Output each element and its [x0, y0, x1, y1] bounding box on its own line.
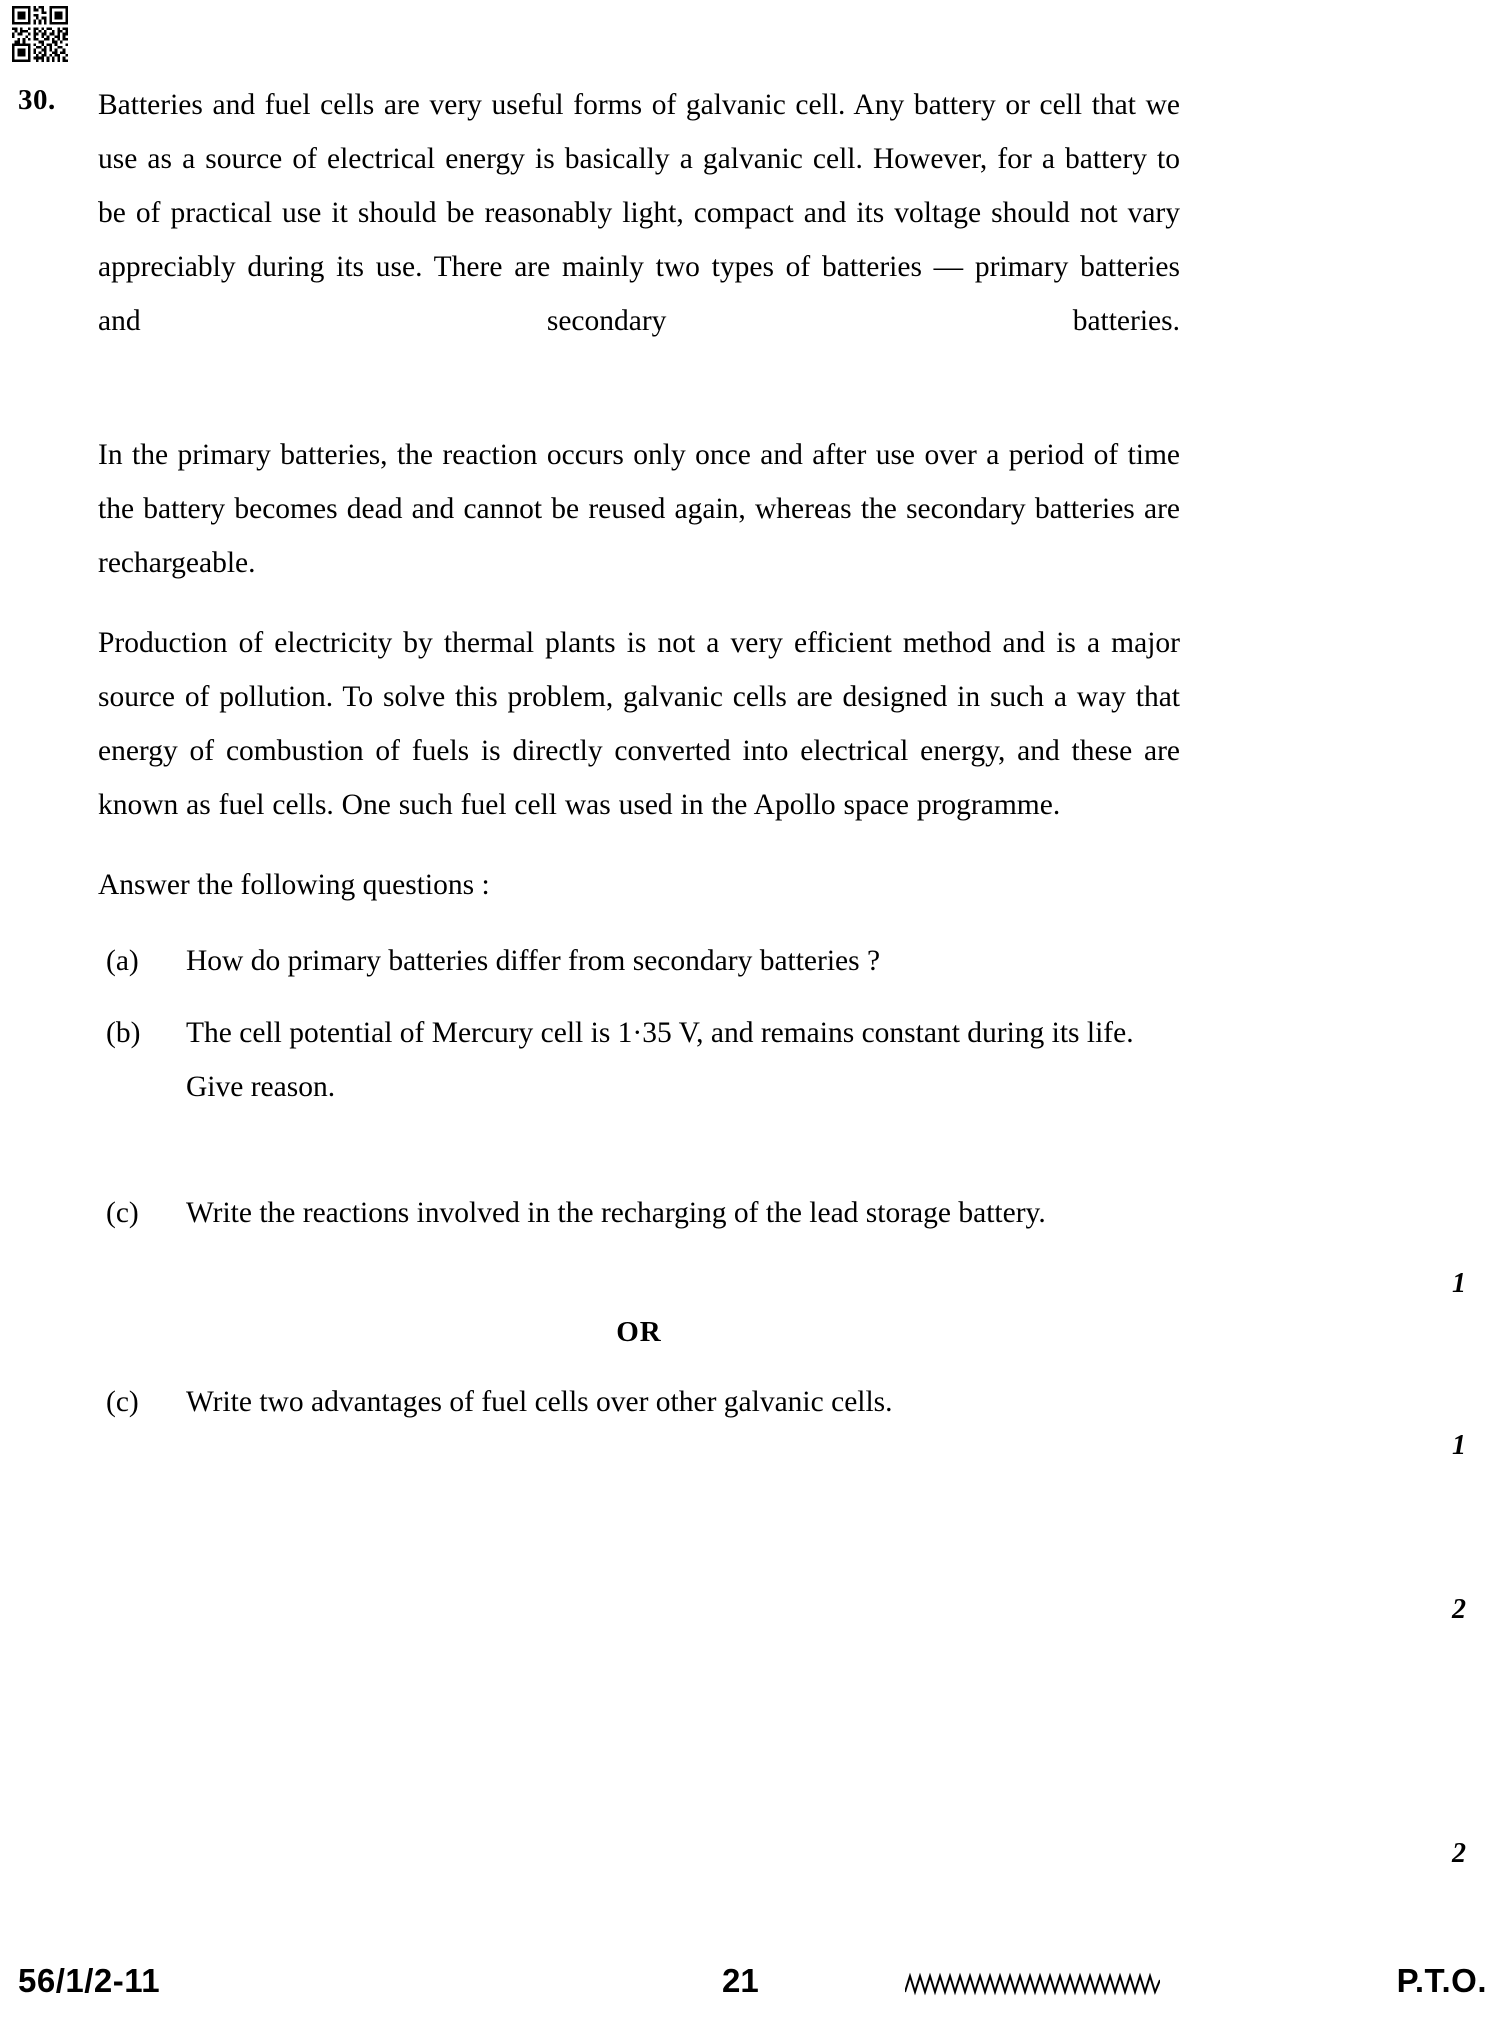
- passage-paragraph-1: Batteries and fuel cells are very useful forms of galvanic cell. Any battery or cell that we use as a source of electrical energy is basically a galvanic cell. However, for a battery to be of practical use it should be reasonably light, compact and its voltage should not vary appreciably during its use. There are mainly two types of batteries — primary batteries and secondary batteries.: [98, 89, 1180, 337]
- answer-lead-in: Answer the following questions :: [98, 869, 490, 901]
- marks-sub-question-b: 1: [1452, 1430, 1466, 1461]
- paper-code: 56/1/2-11: [18, 1962, 161, 1999]
- passage-paragraph-3: Production of electricity by thermal plants is not a very efficient method and is a major source of pollution. To solve this problem, galvanic cells are designed in such a way that energy of combustion of fuels is directly converted into electrical energy, and these are known as fuel cells. One such fuel cell was used in the Apollo space programme.: [98, 627, 1180, 821]
- sub-question-b-label: (b): [106, 1017, 141, 1049]
- alternative-sub-question-c-text: Write two advantages of fuel cells over other galvanic cells.: [186, 1386, 893, 1418]
- page-number: 21: [722, 1962, 759, 1999]
- sub-question-a-label: (a): [106, 945, 139, 977]
- sub-question-a: [98, 934, 1180, 988]
- sub-question-a-text: How do primary batteries differ from secondary batteries ?: [186, 945, 881, 977]
- qr-code-icon: [12, 6, 68, 62]
- passage-paragraph-2: In the primary batteries, the reaction occurs only once and after use over a period of time the battery becomes dead and cannot be reused again, whereas the secondary batteries are rechargeable.: [98, 439, 1180, 579]
- sub-question-c-label: (c): [106, 1197, 139, 1229]
- or-separator: OR: [616, 1316, 662, 1348]
- alternative-sub-question-c-label: (c): [106, 1386, 139, 1418]
- sub-question-b-text: The cell potential of Mercury cell is 1·35 V, and remains constant during its life. Give reason.: [186, 1017, 1134, 1103]
- marks-sub-question-a: 1: [1452, 1268, 1466, 1299]
- page-footer: [0, 1962, 1505, 2022]
- question-number: 30.: [18, 84, 56, 116]
- marks-sub-question-c: 2: [1452, 1594, 1466, 1625]
- sub-question-b: [98, 1006, 1180, 1168]
- sub-question-c-text: Write the reactions involved in the recharging of the lead storage battery.: [186, 1197, 1046, 1229]
- pto-label: P.T.O.: [1396, 1962, 1487, 1999]
- question-content: [98, 78, 1180, 1447]
- sub-question-c: [98, 1186, 1180, 1294]
- squiggle-separator-icon: [905, 1970, 1160, 2000]
- alternative-sub-question-c: [98, 1375, 1180, 1429]
- marks-alternative-sub-question-c: 2: [1452, 1838, 1466, 1869]
